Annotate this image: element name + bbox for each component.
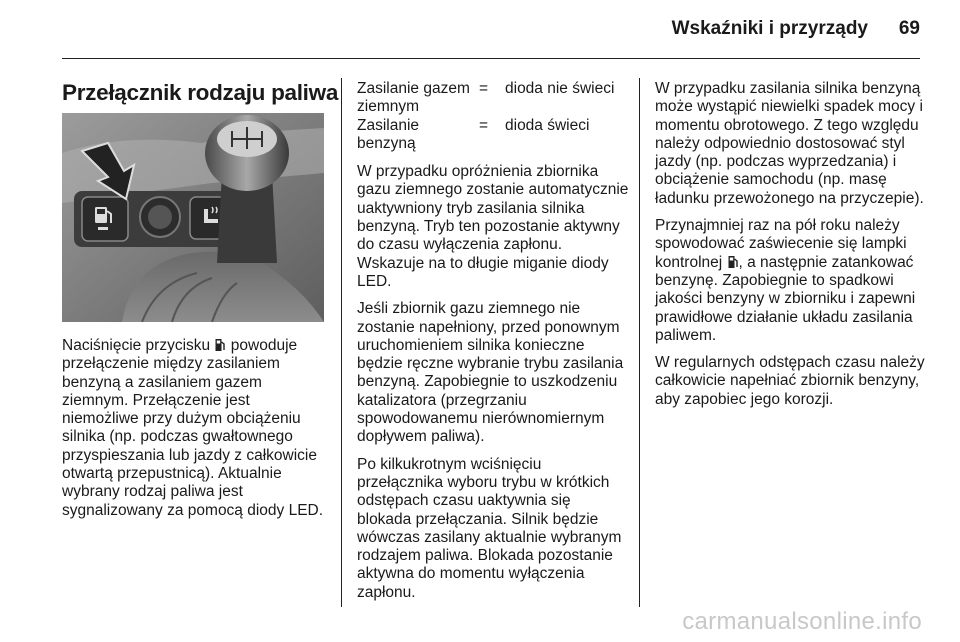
table-cell: Zasilanie gazem ziemnym — [357, 80, 470, 116]
page-number: 69 — [898, 18, 920, 39]
header-divider — [62, 58, 920, 59]
watermark: carmanualsonline.info — [682, 608, 922, 635]
paragraph: W przypadku zasilania silnika benzyną może wystąpić niewielki spadek mocy i momentu obrotowego. Z tego względu należy odpowiednio dostosować styl jazdy (np. podczas wyprzedzania) i obciążenie samochodu (np. masę ładunku przewożonego na przyczepie). — [655, 80, 924, 207]
paragraph-button-description — [62, 337, 327, 520]
paragraph: W regularnych odstępach czasu należy całkowicie napełniać zbiornik benzyny, aby zapobiec jego korozji. — [655, 354, 925, 408]
column-divider — [639, 78, 640, 607]
text-part: Naciśnięcie przycisku — [62, 337, 215, 354]
text-part: powoduje przełączenie między zasilaniem benzyną a zasilaniem gazem ziemnym. Przełączenie jest niemożliwe przy dużym obciążeniu silnika (np. podczas gwałtownego przyspieszania lub jazdy z całkowicie otwartą przepustnicą). Aktualnie wybrany rodzaj paliwa jest sygnalizowany za pomocą diody LED. — [62, 337, 324, 519]
column-divider — [341, 78, 342, 607]
text-part: , a następnie zatankować benzynę. Zapobiegnie to spadkowi jakości benzyny w zbiorniku i zapewni prawidłowe działanie układu zasilania paliwem. — [655, 253, 916, 344]
fuel-pump-icon — [215, 338, 225, 352]
paragraph: Po kilkukrotnym wciśnięciu przełącznika wyboru trybu w krótkich odstępach czasu uaktywnia się blokada przełączania. Silnik będzie wówczas zasilany aktualnie wybranym rodzajem paliwa. Blokada pozostanie aktywna do momentu wyłączenia zapłonu. — [357, 455, 622, 601]
text-part: Przynajmniej raz na pół roku należy spowodować zaświecenie się lampki kontrolnej — [655, 217, 907, 271]
column-3 — [655, 80, 925, 418]
section-heading: Przełącznik rodzaju paliwa — [62, 80, 339, 105]
paragraph: Jeśli zbiornik gazu ziemnego nie zostanie napełniony, przed ponownym uruchomieniem silnika konieczne będzie ręczne wybranie trybu zasilania benzyną. Zapobiegnie to uszkodzeniu katalizatora (przegrzaniu spowodowanemu nierównomiernym dopływem paliwa). — [357, 300, 624, 446]
column-2 — [357, 80, 629, 611]
led-status-table — [357, 80, 614, 153]
table-cell: dioda świeci — [505, 116, 590, 134]
fuel-pump-icon — [728, 255, 738, 269]
table-cell: dioda nie świeci — [505, 80, 615, 97]
table-row — [357, 117, 614, 154]
paragraph: W przypadku opróżnienia zbiornika gazu ziemnego zostanie automatycznie uaktywniony tryb zasilania silnika benzyną. Tryb ten pozostanie aktywny do czasu wyłączenia zapłonu. Wskazuje na to długie miganie diody LED. — [357, 163, 629, 290]
gear-lever-photo — [62, 113, 324, 322]
table-cell: = — [479, 80, 489, 97]
header-title: Wskaźniki i przyrządy — [671, 18, 868, 39]
column-1 — [62, 337, 327, 529]
table-row — [357, 80, 614, 117]
paragraph — [655, 217, 925, 345]
table-cell: Zasilanie benzyną — [357, 116, 420, 152]
table-cell: = — [479, 116, 489, 134]
